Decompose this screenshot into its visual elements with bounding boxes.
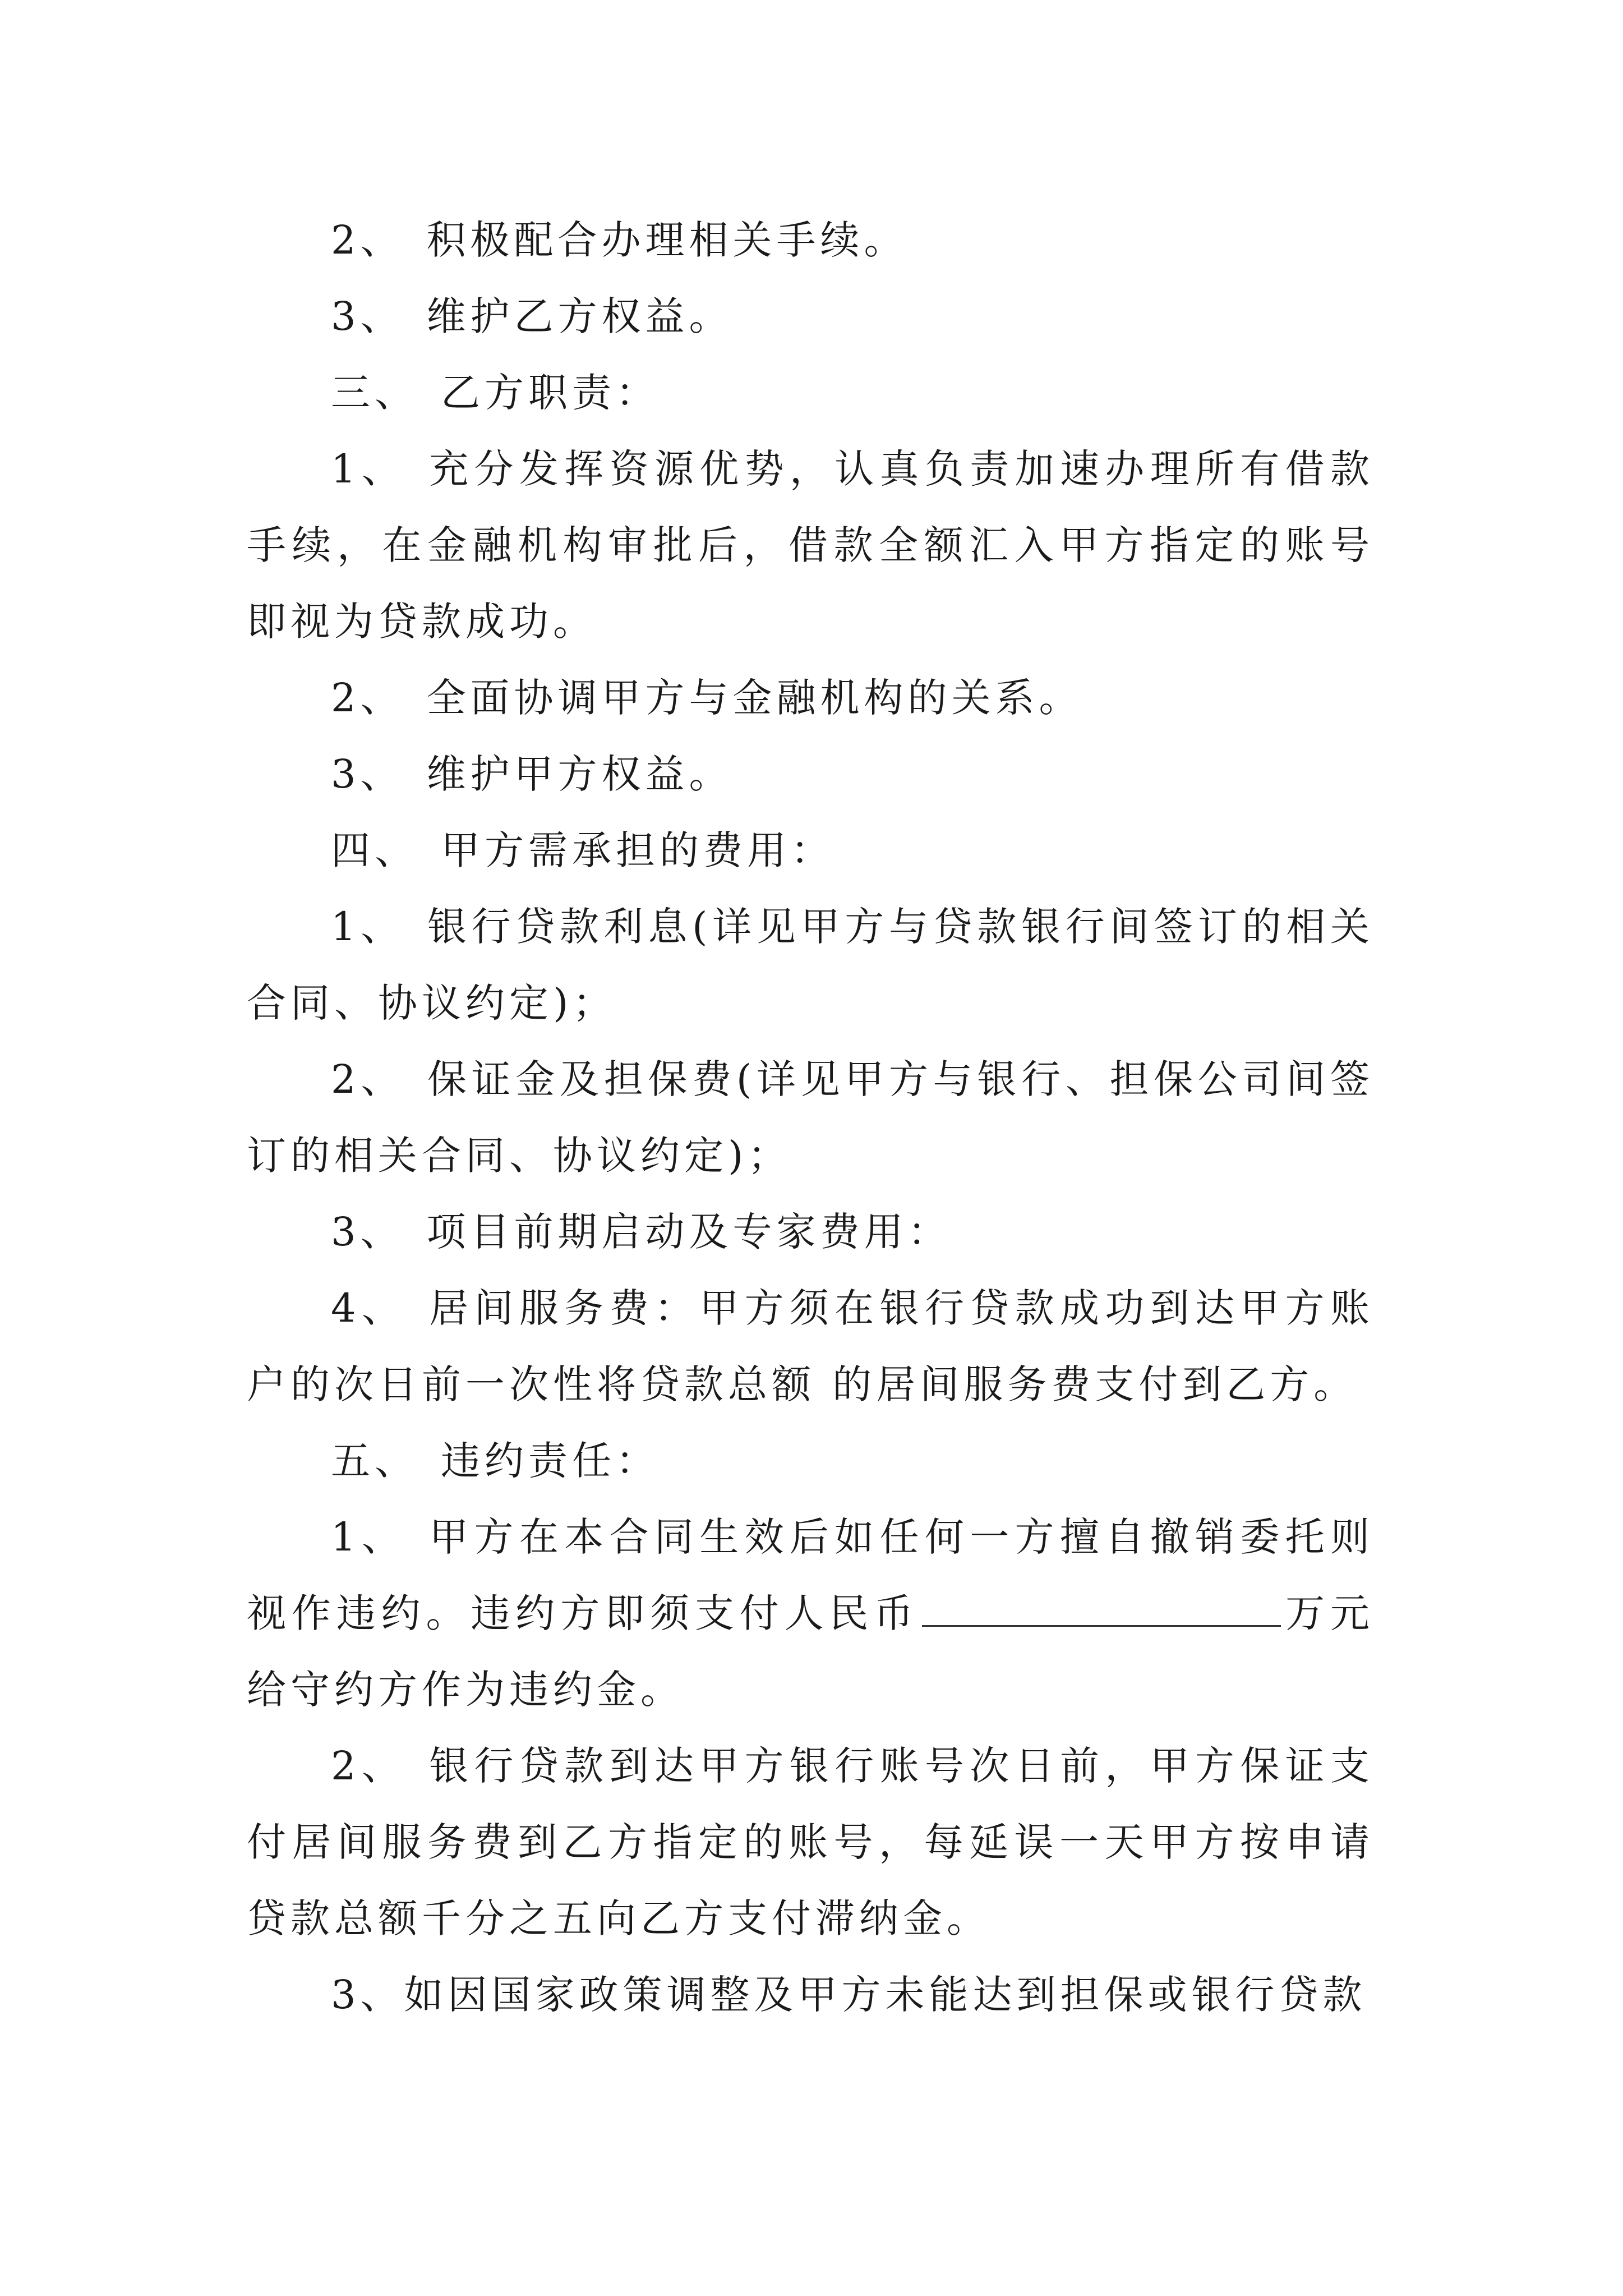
paragraph-text: 充分发挥资源优势，认真负责加速办理所有借款手续，在金融机构审批后，借款全额汇入甲方指定的账号即视为贷款成功。 [247, 446, 1374, 645]
paragraph [247, 889, 1374, 1041]
paragraph [247, 278, 1374, 355]
paragraph [247, 1728, 1374, 1957]
paragraph-text: 银行贷款利息(详见甲方与贷款银行间签订的相关合同、协议约定)； [247, 904, 1374, 1026]
section-number: 四、 [331, 827, 418, 873]
item-number: 2、 [331, 1743, 407, 1789]
section-title: 甲方需承担的费用： [441, 827, 834, 873]
section-number: 五、 [331, 1438, 418, 1484]
amount-blank-line [922, 1586, 1281, 1627]
item-number: 1、 [331, 1514, 407, 1560]
section-heading [247, 355, 1374, 431]
penalty-text-before: 甲方在本合同生效后如任何一方擅自撤销委托则视作违约。违约方即须支付人民币 [247, 1514, 1374, 1636]
item-number: 2、 [331, 217, 404, 263]
paragraph-text: 全面协调甲方与金融机构的关系。 [426, 675, 1083, 721]
penalty-paragraph [247, 1499, 1374, 1728]
paragraph [247, 202, 1374, 278]
section-heading [247, 812, 1374, 889]
paragraph [247, 431, 1374, 660]
section-number: 三、 [331, 370, 418, 416]
paragraph [247, 1957, 1374, 2033]
penalty-text-after: 万元给守约方作为违约金。 [247, 1590, 1374, 1713]
item-number: 3、 [331, 293, 404, 339]
section-title: 违约责任： [441, 1438, 660, 1484]
paragraph-text: 维护甲方权益。 [426, 751, 733, 797]
paragraph-text: 维护乙方权益。 [426, 293, 733, 339]
paragraph-text: 银行贷款到达甲方银行账号次日前，甲方保证支付居间服务费到乙方指定的账号，每延误一天甲方按申请贷款总额千分之五向乙方支付滞纳金。 [247, 1743, 1374, 1941]
paragraph [247, 660, 1374, 736]
item-number: 1、 [331, 904, 405, 950]
paragraph [247, 1194, 1374, 1270]
document-body [247, 202, 1374, 2033]
paragraph-text: 项目前期启动及专家费用： [426, 1209, 952, 1255]
paragraph-text: 积极配合办理相关手续。 [426, 217, 908, 263]
paragraph-text: 保证金及担保费(详见甲方与银行、担保公司间签订的相关合同、协议约定)； [247, 1056, 1374, 1179]
item-number: 1、 [331, 446, 407, 492]
paragraph-text: 居间服务费：甲方须在银行贷款成功到达甲方账户的次日前一次性将贷款总额 的居间服务费支付到乙方。 [247, 1285, 1374, 1407]
item-number: 2、 [331, 675, 404, 721]
paragraph-text: 3、如因国家政策调整及甲方未能达到担保或银行贷款 [331, 1972, 1367, 2018]
item-number: 4、 [331, 1285, 407, 1331]
paragraph [247, 1041, 1374, 1194]
item-number: 3、 [331, 1209, 404, 1255]
paragraph [247, 736, 1374, 812]
paragraph [247, 1270, 1374, 1423]
section-title: 乙方职责： [441, 370, 660, 416]
section-heading [247, 1423, 1374, 1499]
item-number: 2、 [331, 1056, 405, 1102]
item-number: 3、 [331, 751, 404, 797]
